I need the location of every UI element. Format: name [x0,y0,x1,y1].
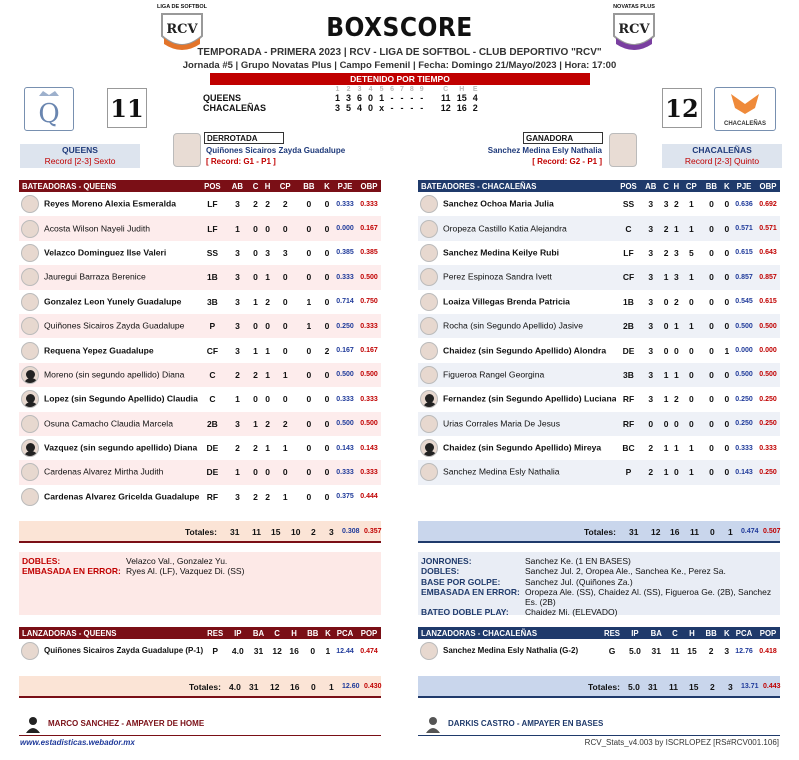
avatar [21,342,39,360]
batter-name: Sanchez Medina Esly Nathalia [443,466,560,477]
batter-row: Fernandez (sin Segundo Apellido) Luciana RF 3 1 2 0 0 0 0.250 0.250 [418,387,780,411]
avatar [21,488,39,506]
avatar [21,439,39,457]
batter-row: Sanchez Medina Keilye Rubi LF 3 2 3 5 0 0 0.615 0.643 [418,241,780,265]
batter-name: Reyes Moreno Alexia Esmeralda [44,198,176,209]
avatar [21,463,39,481]
note-value: Sanchez Jul. 2, Oropea Ale., Sanchea Ke., Perez Sa. [525,566,726,577]
home-notes [418,552,780,618]
avatar [420,342,438,360]
inning-header: 5 [379,86,384,93]
home-batting-totals: Totales: 31 12 16 11 0 1 0.474 0.507 [418,521,780,543]
loss-pitcher-photo [173,133,201,167]
avatar [420,439,438,457]
win-pitcher-record: [ Record: G2 - P1 ] [532,157,602,166]
line-score-home: CHACALEÑAS 3 5 4 0 x - - - - 12 16 2 [200,103,481,113]
batter-row: Jauregui Barraza Berenice 1B 3 0 1 0 0 0 0.333 0.500 [19,265,381,289]
page-title: BOXSCORE [326,13,473,43]
win-pitcher-name: Sanchez Medina Esly Nathalia [487,146,602,155]
avatar [420,244,438,262]
note-key: EMBASADA EN ERROR: [22,566,121,577]
away-pitching-totals: Totales: 4.0 31 12 16 0 1 12.60 0.430 [19,676,381,698]
batter-row: Oropeza Castillo Katia Alejandra C 3 2 1 1 0 0 0.571 0.571 [418,216,780,240]
note-row [421,587,777,608]
batter-row: Sanchez Medina Esly Nathalia P 2 1 0 1 0 0 0.143 0.250 [418,460,780,484]
loss-label: DERROTADA [204,132,284,144]
batter-row: Chaidez (sin Segundo Apellido) Mireya BC 2 1 1 1 0 0 0.333 0.333 [418,436,780,460]
loss-pitcher-name: Quiñones Sicairos Zayda Guadalupe [206,146,346,155]
batter-row: Cardenas Alvarez Gricelda Guadalupe RF 3 2 2 1 0 0 0.375 0.444 [19,485,381,509]
right-logo-text: RCV [618,22,650,37]
away-team-name: QUEENS [62,145,98,155]
chacalenas-wolf-icon [715,88,775,130]
batter-name: Oropeza Castillo Katia Alejandra [443,222,567,233]
avatar [420,415,438,433]
away-notes [19,552,381,615]
league-logo-caption-right: NOVATAS PLUS [613,4,655,10]
batter-row: Osuna Camacho Claudia Marcela 2B 3 1 2 2 0 0 0.500 0.500 [19,412,381,436]
chacalenas-logo [714,87,776,131]
avatar [21,366,39,384]
away-batting-header: BATEADORAS - QUEENS POS AB C H CP BB K PJE OBP [19,180,381,192]
avatar [420,293,438,311]
inning-header: 3 [357,86,362,93]
note-key: BASE POR GOLPE: [421,576,501,587]
batter-name: Quiñones Sicairos Zayda Guadalupe [44,320,185,331]
avatar [21,268,39,286]
inning-header: 2 [346,86,351,93]
batter-row: Requena Yepez Guadalupe CF 3 1 1 0 0 2 0.167 0.167 [19,338,381,362]
home-pitching-totals: Totales: 5.0 31 11 15 2 3 13.71 0.443 [418,676,780,698]
totals-label: Totales: [185,527,217,537]
chacalenas-logo-text: CHACALEÑAS [724,121,766,127]
season-line: TEMPORADA - PRIMERA 2023 | RCV - LIGA DE SOFTBOL - CLUB DEPORTIVO "RCV" [197,47,602,58]
avatar [420,642,438,660]
note-value: Sanchez Ke. (1 EN BASES) [525,556,631,566]
line-score-header [200,86,481,93]
note-value: Sanchez Jul. (Quiñones Za.) [525,576,633,587]
avatar [420,317,438,335]
note-value: Ryes Al. (LF), Vazquez Di. (SS) [126,566,245,577]
avatar [420,366,438,384]
batter-name: Requena Yepez Guadalupe [44,344,154,355]
avatar [420,463,438,481]
loss-pitcher-record: [ Record: G1 - P1 ] [206,157,276,166]
inning-header: 9 [419,86,424,93]
note-key: DOBLES: [22,556,61,566]
note-row [421,566,777,576]
home-batting-table [418,180,780,485]
batter-name: Lopez (sin Segundo Apellido) Claudia [44,393,198,404]
batter-row: Rocha (sin Segundo Apellido) Jasive 2B 3 0 1 1 0 0 0.500 0.500 [418,314,780,338]
batter-name: Rocha (sin Segundo Apellido) Jasive [443,320,583,331]
line-score-away: QUEENS 1 3 6 0 1 - - - - 11 15 4 [200,93,481,103]
batter-row: Velazco Dominguez Ilse Valeri SS 3 0 3 3 0 0 0.385 0.385 [19,241,381,265]
queens-crown-icon [25,88,73,130]
note-row [22,556,378,566]
away-runs: 11 [107,88,147,128]
batter-row: Moreno (sin segundo apellido) Diana C 2 2 1 1 0 0 0.500 0.500 [19,363,381,387]
home-batting-title: BATEADORES - CHACALEÑAS [418,180,616,192]
batter-row: Sanchez Ochoa Maria Julia SS 3 3 2 1 0 0 0.636 0.692 [418,192,780,216]
batter-name: Osuna Camacho Claudia Marcela [44,417,173,428]
home-pitching-table: LANZADORAS - CHACALEÑAS RES IP BA C H BB K PCA POP Sanchez Medina Esly Nathalia (G-2) G 5.0 31 11 15 2 3 12.76 0.418 [418,627,780,663]
umpire-icon-bases [424,715,442,733]
inning-header: 1 [335,86,340,93]
away-batting-totals: Totales: 31 11 15 10 2 3 0.308 0.357 [19,521,381,543]
batter-name: Chaidez (sin Segundo Apellido) Mireya [443,442,602,453]
batter-name: Urias Corrales Maria De Jesus [443,417,561,428]
away-batting-table [19,180,381,509]
note-value: Chaidez Mi. (ELEVADO) [525,607,618,618]
batter-name: Cardenas Alvarez Mirtha Judith [44,466,164,477]
line-score [200,86,481,113]
away-team-record: Record [2-3] Sexto [44,156,116,166]
inning-header: E [472,86,478,93]
batter-row: Loaiza Villegas Brenda Patricia 1B 3 0 2 0 0 0 0.545 0.615 [418,290,780,314]
batter-name: Moreno (sin segundo apellido) Diana [44,369,185,380]
batter-row: Quiñones Sicairos Zayda Guadalupe P 3 0 0 0 1 0 0.250 0.333 [19,314,381,338]
batter-row: Perez Espinoza Sandra Ivett CF 3 1 3 1 0 0 0.857 0.857 [418,265,780,289]
pitcher-name: Quiñones Sicairos Zayda Guadalupe (P-1) [44,646,204,656]
avatar [21,642,39,660]
website-link[interactable]: www.estadisticas.webador.mx [20,738,135,747]
batter-row: Figueroa Rangel Georgina 3B 3 1 1 0 0 0 0.500 0.500 [418,363,780,387]
status-banner: DETENIDO POR TIEMPO [210,73,590,85]
away-pitcher-row: Quiñones Sicairos Zayda Guadalupe (P-1) P 4.0 31 12 16 0 1 12.44 0.474 [19,639,381,663]
batter-name: Perez Espinoza Sandra Ivett [443,271,552,282]
note-row [421,607,777,617]
batter-row: Acosta Wilson Nayeli Judith LF 1 0 0 0 0 0 0.000 0.167 [19,216,381,240]
home-team-name: CHACALEÑAS [692,145,752,155]
avatar [420,268,438,286]
batter-name: Fernandez (sin Segundo Apellido) Luciana [443,393,617,404]
batter-name: Jauregui Barraza Berenice [44,271,146,282]
version-credit: RCV_Stats_v4.003 by ISCRLOPEZ [RS#RCV001.106] [584,738,779,747]
home-batting-header: BATEADORES - CHACALEÑAS POS AB C H CP BB K PJE OBP [418,180,780,192]
away-team-card [20,144,140,168]
note-value: Oropeza Ale. (SS), Chaidez Al. (SS), Figueroa Ge. (2B), Sanchez Es. (2B) [525,586,772,608]
note-key: DOBLES: [421,566,460,577]
home-pitcher-row: Sanchez Medina Esly Nathalia (G-2) G 5.0 31 11 15 2 3 12.76 0.418 [418,639,780,663]
inning-header: 4 [368,86,373,93]
win-label: GANADORA [523,132,603,144]
batter-name: Loaiza Villegas Brenda Patricia [443,296,570,307]
left-logo-text: RCV [166,22,198,37]
home-runs: 12 [662,88,702,128]
batter-name: Sanchez Medina Keilye Rubi [443,247,560,258]
batter-row: Chaidez (sin Segundo Apellido) Alondra DE 3 0 0 0 0 1 0.000 0.000 [418,338,780,362]
avatar [21,293,39,311]
batter-row: Reyes Moreno Alexia Esmeralda LF 3 2 2 2 0 0 0.333 0.333 [19,192,381,216]
umpire-icon [24,715,42,733]
avatar [21,317,39,335]
note-key: JONRONES: [421,556,472,566]
batter-name: Vazquez (sin segundo apellido) Diana [44,442,198,453]
queens-logo [24,87,74,131]
note-row [22,566,378,576]
inning-header: 6 [390,86,394,93]
away-pitching-title: LANZADORAS - QUEENS [19,627,203,639]
avatar [21,390,39,408]
batter-row: Gonzalez Leon Yunely Guadalupe 3B 3 1 2 0 1 0 0.714 0.750 [19,290,381,314]
inning-header: H [459,86,465,93]
avatar [21,244,39,262]
totals-label: Totales: [584,527,616,537]
batter-row: Vazquez (sin segundo apellido) Diana DE 2 2 1 1 0 0 0.143 0.143 [19,436,381,460]
away-batting-title: BATEADORAS - QUEENS [19,180,199,192]
batter-row: Cardenas Alvarez Mirtha Judith DE 1 0 0 0 0 0 0.333 0.333 [19,460,381,484]
home-team-card [662,144,782,168]
note-row [421,577,777,587]
avatar [420,195,438,213]
batter-row: Lopez (sin Segundo Apellido) Claudia C 1 0 0 0 0 0 0.333 0.333 [19,387,381,411]
avatar [21,195,39,213]
note-row [421,556,777,566]
batter-name: Chaidez (sin Segundo Apellido) Alondra [443,344,607,355]
home-pitching-title: LANZADORAS - CHACALEÑAS [418,627,600,639]
avatar [420,220,438,238]
pitcher-name: Sanchez Medina Esly Nathalia (G-2) [443,646,579,656]
note-key: EMBASADA EN ERROR: [421,586,520,597]
game-info-line: Jornada #5 | Grupo Novatas Plus | Campo Femenil | Fecha: Domingo 21/Mayo/2023 | Hora: 17:00 [182,60,617,71]
win-pitcher-photo [609,133,637,167]
inning-header: 7 [399,86,404,93]
queens-logo-text: Q [38,99,60,129]
note-value: Velazco Val., Gonzalez Yu. [126,556,228,566]
avatar [21,415,39,433]
line-score-team: CHACALEÑAS [203,103,266,113]
avatar [420,390,438,408]
bases-umpire: DARKIS CASTRO - AMPAYER EN BASES [448,719,604,728]
batter-name: Velazco Dominguez Ilse Valeri [44,247,167,258]
line-score-team: QUEENS [203,93,242,103]
inning-header: 8 [409,86,414,93]
batter-row: Urias Corrales Maria De Jesus RF 0 0 0 0 0 0 0.250 0.250 [418,412,780,436]
home-team-record: Record [2-3] Quinto [684,156,760,166]
home-umpire: MARCO SANCHEZ - AMPAYER DE HOME [48,719,205,728]
batter-name: Cardenas Alvarez Gricelda Guadalupe [44,491,200,502]
avatar [21,220,39,238]
note-key: BATEO DOBLE PLAY: [421,607,509,618]
batter-name: Gonzalez Leon Yunely Guadalupe [44,296,182,307]
inning-header: C [443,86,449,93]
batter-name: Acosta Wilson Nayeli Judith [44,222,151,233]
league-logo-caption: LIGA DE SOFTBOL [157,4,207,10]
batter-name: Figueroa Rangel Georgina [443,369,545,380]
batter-name: Sanchez Ochoa Maria Julia [443,198,554,209]
away-pitching-table: LANZADORAS - QUEENS RES IP BA C H BB K PCA POP Quiñones Sicairos Zayda Guadalupe (P-1) P 4.0 31 12 16 0 1 12.44 0.474 [19,627,381,663]
